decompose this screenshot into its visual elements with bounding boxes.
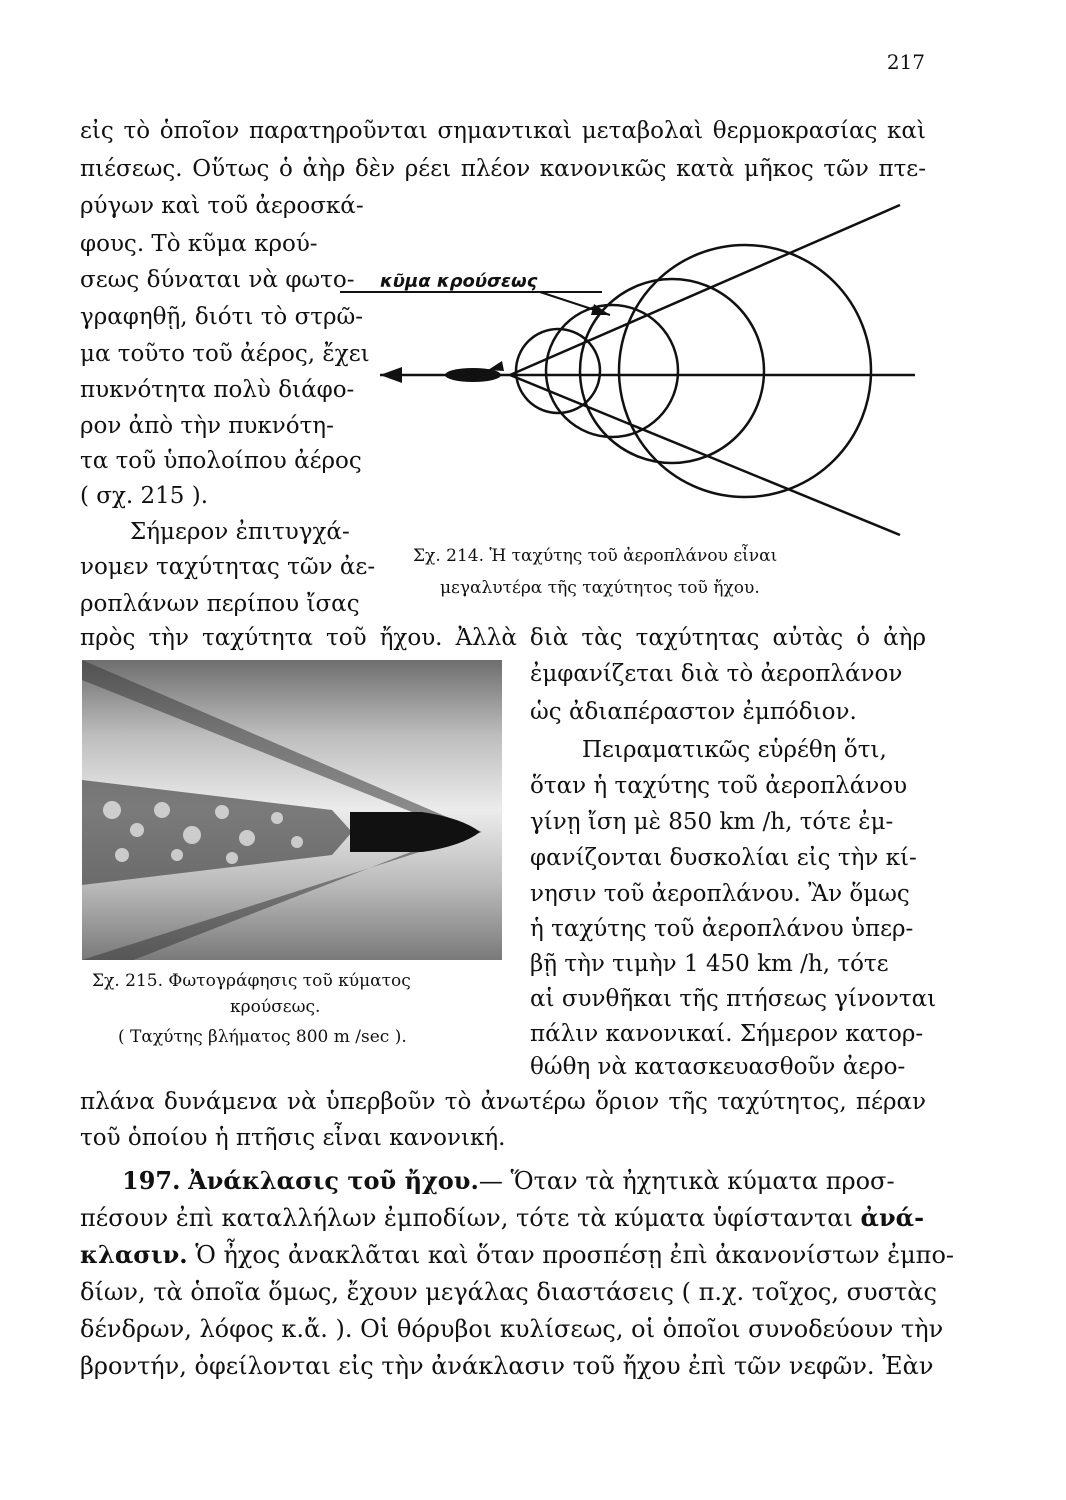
- body-line: φους. Τὸ κῦμα κρού-: [80, 231, 318, 257]
- body-line: [80, 1240, 954, 1270]
- body-line: δίων, τὰ ὁποῖα ὅμως, ἔχουν μεγάλας διαστάσεις ( π.χ. τοῖχος, συστὰς: [80, 1278, 937, 1306]
- body-line: πάλιν κανονικαί. Σήμερον κατορ-: [530, 1021, 924, 1047]
- bold-term: ἀνά-: [860, 1203, 925, 1232]
- section-title: Ἀνάκλασις τοῦ ἤχου.: [188, 1166, 479, 1195]
- body-line: σεως δύναται νὰ φωτο-: [80, 267, 355, 293]
- body-line: πιέσεως. Οὕτως ὁ ἀὴρ δὲν ρέει πλέον κανονικῶς κατὰ μῆκος τῶν πτε-: [80, 156, 926, 182]
- figure-caption: Σχ. 214. Ἡ ταχύτης τοῦ ἀεροπλάνου εἶναι: [413, 546, 778, 566]
- section-heading-line: [122, 1166, 895, 1196]
- body-line: ἐμφανίζεται διὰ τὸ ἀεροπλάνον: [530, 661, 903, 687]
- body-line: φανίζονται δυσκολίαι εἰς τὴν κί-: [530, 845, 917, 871]
- body-line: Πειραματικῶς εὑρέθη ὅτι,: [582, 737, 887, 763]
- body-line: εἰς τὸ ὁποῖον παρατηροῦνται σημαντικαὶ μεταβολαὶ θερμοκρασίας καὶ: [80, 118, 926, 144]
- body-line: ὅταν ἡ ταχύτης τοῦ ἀεροπλάνου: [530, 773, 908, 799]
- bullet-shockwave-photo: [82, 660, 502, 960]
- body-text: πέσουν ἐπὶ καταλλήλων ἐμποδίων, τότε τὰ κύματα ὑφίστανται: [80, 1204, 853, 1232]
- body-line: ὡς ἀδιαπέραστον ἐμπόδιον.: [530, 699, 857, 725]
- shock-wave-diagram: [340, 195, 930, 555]
- body-text: Ὁ ἦχος ἀνακλᾶται καὶ ὅταν προσπέσῃ ἐπὶ ἀκανονίστων ἐμπο-: [195, 1241, 955, 1269]
- body-line: πυκνότητα πολὺ διάφο-: [80, 377, 355, 403]
- figure-caption: μεγαλυτέρα τῆς ταχύτητος τοῦ ἤχου.: [440, 578, 760, 598]
- body-line: ρύγων καὶ τοῦ ἀεροσκά-: [80, 193, 364, 219]
- figure-caption: κρούσεως.: [230, 997, 321, 1017]
- body-line: [80, 1203, 924, 1233]
- page-number: 217: [886, 50, 925, 74]
- body-line: νησιν τοῦ ἀεροπλάνου. Ἂν ὅμως: [530, 881, 910, 907]
- section-number: 197.: [122, 1166, 181, 1195]
- body-line: θώθη νὰ κατασκευασθοῦν ἀερο-: [530, 1054, 906, 1080]
- body-line: τοῦ ὁποίου ἡ πτῆσις εἶναι κανονική.: [80, 1125, 506, 1151]
- figure-caption: ( Ταχύτης βλήματος 800 m /sec ).: [118, 1027, 407, 1047]
- body-line: ( σχ. 215 ).: [80, 483, 209, 509]
- body-line: δένδρων, λόφος κ.ἄ. ). Οἱ θόρυβοι κυλίσεως, οἱ ὁποῖοι συνοδεύουν τὴν: [80, 1315, 944, 1343]
- body-line: γίνῃ ἴση μὲ 850 km /h, τότε ἐμ-: [530, 809, 894, 835]
- body-line: βροντήν, ὀφείλονται εἰς τὴν ἀνάκλασιν τοῦ ἤχου ἐπὶ τῶν νεφῶν. Ἐὰν: [80, 1352, 934, 1380]
- body-line: τα τοῦ ὑπολοίπου ἀέρος: [80, 448, 362, 474]
- figure-caption: Σχ. 215. Φωτογράφησις τοῦ κύματος: [92, 971, 411, 991]
- section-intro: — Ὅταν τὰ ἠχητικὰ κύματα προσ-: [478, 1167, 895, 1195]
- body-line: γραφηθῇ, διότι τὸ στρῶ-: [80, 304, 364, 330]
- body-line: νομεν ταχύτητας τῶν ἀε-: [80, 554, 376, 580]
- body-line: αἱ συνθῆκαι τῆς πτήσεως γίνονται: [530, 986, 937, 1012]
- body-line: ροπλάνων περίπου ἴσας: [80, 591, 360, 617]
- body-line: πλάνα δυνάμενα νὰ ὑπερβοῦν τὸ ἀνωτέρω ὅριον τῆς ταχύτητος, πέραν: [80, 1089, 926, 1115]
- body-line: ρον ἀπὸ τὴν πυκνότη-: [80, 413, 334, 439]
- body-line: πρὸς τὴν ταχύτητα τοῦ ἤχου. Ἀλλὰ διὰ τὰς ταχύτητας αὐτὰς ὁ ἀὴρ: [80, 625, 926, 651]
- body-line: ἡ ταχύτης τοῦ ἀεροπλάνου ὑπερ-: [530, 916, 914, 942]
- bold-term: κλασιν.: [80, 1240, 188, 1269]
- body-line: μα τοῦτο τοῦ ἀέρος, ἔχει: [80, 341, 370, 367]
- body-line: Σήμερον ἐπιτυγχά-: [130, 519, 350, 545]
- body-line: βῇ τὴν τιμὴν 1 450 km /h, τότε: [530, 951, 889, 977]
- shock-wave-label: κῦμα κρούσεως: [380, 271, 538, 292]
